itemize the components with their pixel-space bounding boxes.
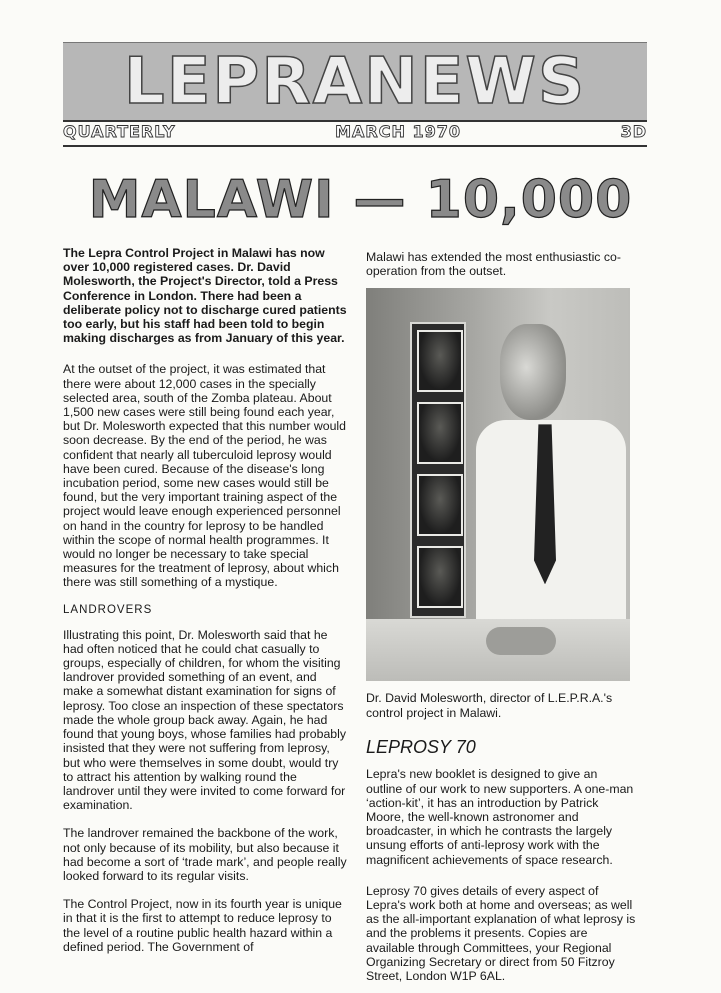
right-column bbox=[366, 250, 636, 983]
continuation-paragraph: Malawi has extended the most enthusiastic co-operation from the outset. bbox=[366, 250, 621, 279]
director-photo bbox=[366, 288, 630, 681]
issue-frequency: QUARTERLY bbox=[63, 122, 176, 141]
issue-line bbox=[63, 122, 647, 141]
portrait-photo bbox=[417, 402, 463, 464]
figure-head bbox=[500, 324, 566, 420]
left-column bbox=[63, 246, 347, 954]
issue-price: 3D bbox=[620, 122, 647, 141]
portrait-frame bbox=[410, 322, 466, 618]
body-paragraph-2: Illustrating this point, Dr. Molesworth said that he had often noticed that he could chat casually to groups, especially of children, for whom the visiting landrover provided something of an event, and make a somewhat distant examination for signs of leprosy. Too close an inspection of these spectators made the whole group back away. Again, he had found that young boys, whose families had probably insisted that they were not suffering from leprosy, but who were themselves in some doubt, would try to attract his attention by walking round the landrover until they were invited to come forward for examination. bbox=[63, 627, 347, 813]
portrait-photo bbox=[417, 474, 463, 536]
section-heading-landrovers: LANDROVERS bbox=[63, 603, 153, 616]
booklet-paragraph-1: Lepra's new booklet is designed to give an outline of our work to new supporters. A one-man ‘action-kit’, it has an introduction by Patrick Moore, the well-known astronomer and broadcaster, in which he contrasts the largely unsung efforts of anti-leprosy work with the magnificent achievements of space research. bbox=[366, 767, 634, 867]
body-paragraph-3: The landrover remained the backbone of the work, not only because of its mobility, but also because it had become a sort of ‘trade mark’, and people really looked forward to its regular visits. bbox=[63, 826, 347, 883]
lead-paragraph: The Lepra Control Project in Malawi has now over 10,000 registered cases. Dr. David Molesworth, the Project's Director, told a Press Conference in London. There had been a deliberate policy not to discharge cured patients too early, but his staff had been told to begin making discharges as from January of this year. bbox=[63, 246, 347, 346]
booklet-paragraph-2: Leprosy 70 gives details of every aspect of Lepra's work both at home and overseas; as well as the all-important explanation of what leprosy is and the problems it presents. Copies are available through Committees, your Regional Organizing Secretary or direct from 50 Fitzroy Street, London W1P 6AL. bbox=[366, 883, 636, 984]
subheading-leprosy-70: LEPROSY 70 bbox=[366, 737, 476, 758]
photo-caption: Dr. David Molesworth, director of L.E.P.R.A.'s control project in Malawi. bbox=[366, 691, 613, 721]
portrait-photo bbox=[417, 330, 463, 392]
page-headline: MALAWI — 10,000 bbox=[88, 170, 633, 230]
body-paragraph-1: At the outset of the project, it was estimated that there were about 12,000 cases in the specially selected area, south of the Zomba plateau. About 1,500 new cases were still being found each year, but Dr. Molesworth expected that this number would soon decrease. By the end of the period, he was confident that nearly all tuberculoid leprosy would have been cured. Because of the disease's long incubation period, some new cases would still be found, but the very important training aspect of the project would leave enough experienced personnel on hand in the country for leprosy to be handled within the scope of normal health programmes. It would no longer be necessary to take special measures for the treatment of leprosy, about which there was still something of a mystique. bbox=[63, 362, 346, 590]
masthead bbox=[63, 42, 647, 122]
body-paragraph-4: The Control Project, now in its fourth year is unique in that it is the first to attempt to reduce leprosy to the level of a routine public health hazard within a defined period. The Government of bbox=[63, 897, 342, 954]
portrait-photo bbox=[417, 546, 463, 608]
figure-hands bbox=[486, 627, 556, 655]
issue-rule bbox=[63, 145, 647, 147]
masthead-title: LEPRANEWS bbox=[123, 44, 587, 119]
issue-date: MARCH 1970 bbox=[335, 122, 461, 141]
